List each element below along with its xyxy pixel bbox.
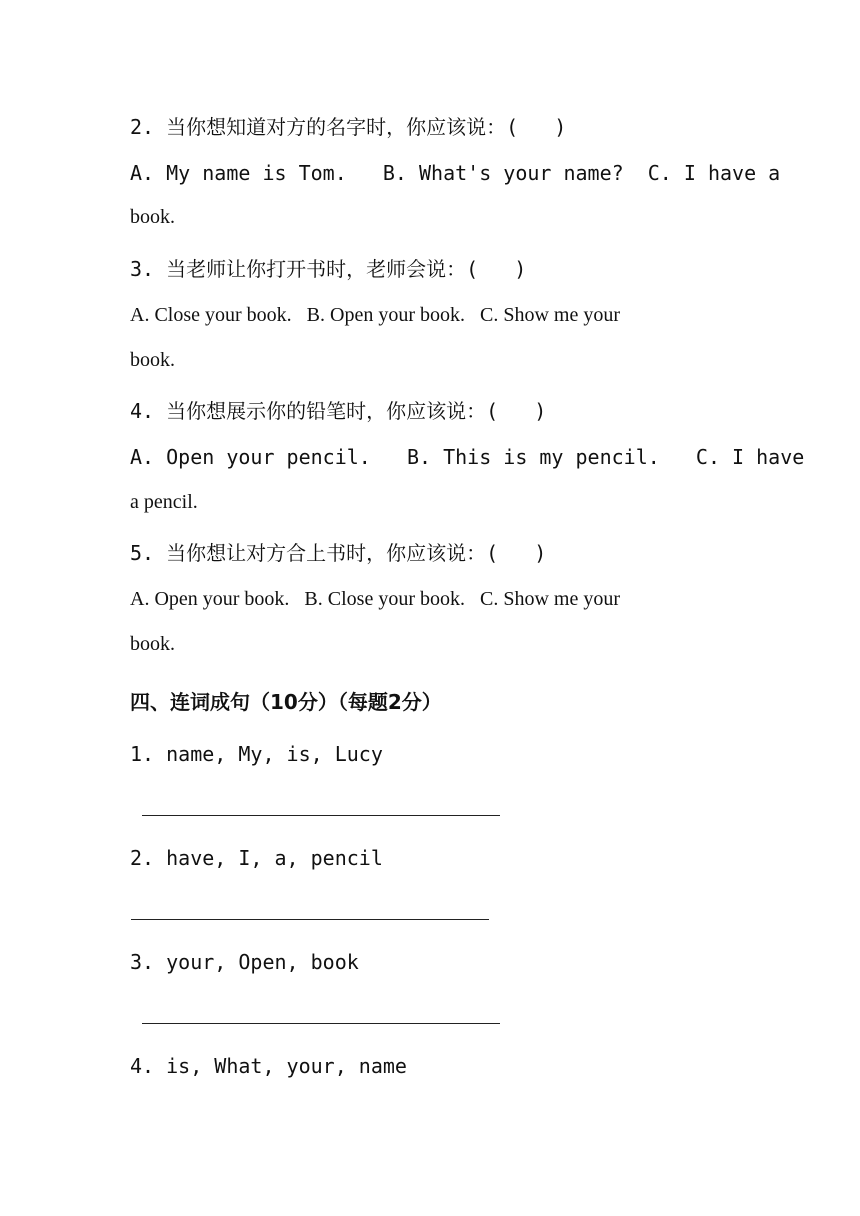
sentence-item-4: 4. is, What, your, name xyxy=(130,1054,407,1078)
question-4-options-continued: a pencil. xyxy=(130,491,198,513)
question-5-options-continued: book. xyxy=(130,633,175,655)
answer-line-1 xyxy=(142,815,500,816)
question-3-prompt: 3. 当老师让你打开书时，老师会说：( ) xyxy=(130,257,527,281)
sentence-item-2: 2. have, I, a, pencil xyxy=(130,846,383,870)
question-2-options-continued: book. xyxy=(130,206,175,228)
answer-line-3 xyxy=(142,1023,500,1024)
question-4-prompt: 4. 当你想展示你的铅笔时，你应该说：( ) xyxy=(130,399,547,423)
section-4-heading: 四、连词成句（10分）（每题2分） xyxy=(130,690,442,714)
question-3-options: A. Close your book. B. Open your book. C. Show me your xyxy=(130,304,620,326)
question-3-options-continued: book. xyxy=(130,349,175,371)
sentence-item-3: 3. your, Open, book xyxy=(130,950,359,974)
sentence-item-1: 1. name, My, is, Lucy xyxy=(130,742,383,766)
question-5-options: A. Open your book. B. Close your book. C. Show me your xyxy=(130,588,620,610)
question-2-options: A. My name is Tom. B. What's your name? C. I have a xyxy=(130,161,781,185)
answer-line-2 xyxy=(131,919,489,920)
question-4-options: A. Open your pencil. B. This is my pencil. C. I have xyxy=(130,445,805,469)
question-2-prompt: 2. 当你想知道对方的名字时，你应该说：( ) xyxy=(130,115,567,139)
question-5-prompt: 5. 当你想让对方合上书时，你应该说：( ) xyxy=(130,541,547,565)
